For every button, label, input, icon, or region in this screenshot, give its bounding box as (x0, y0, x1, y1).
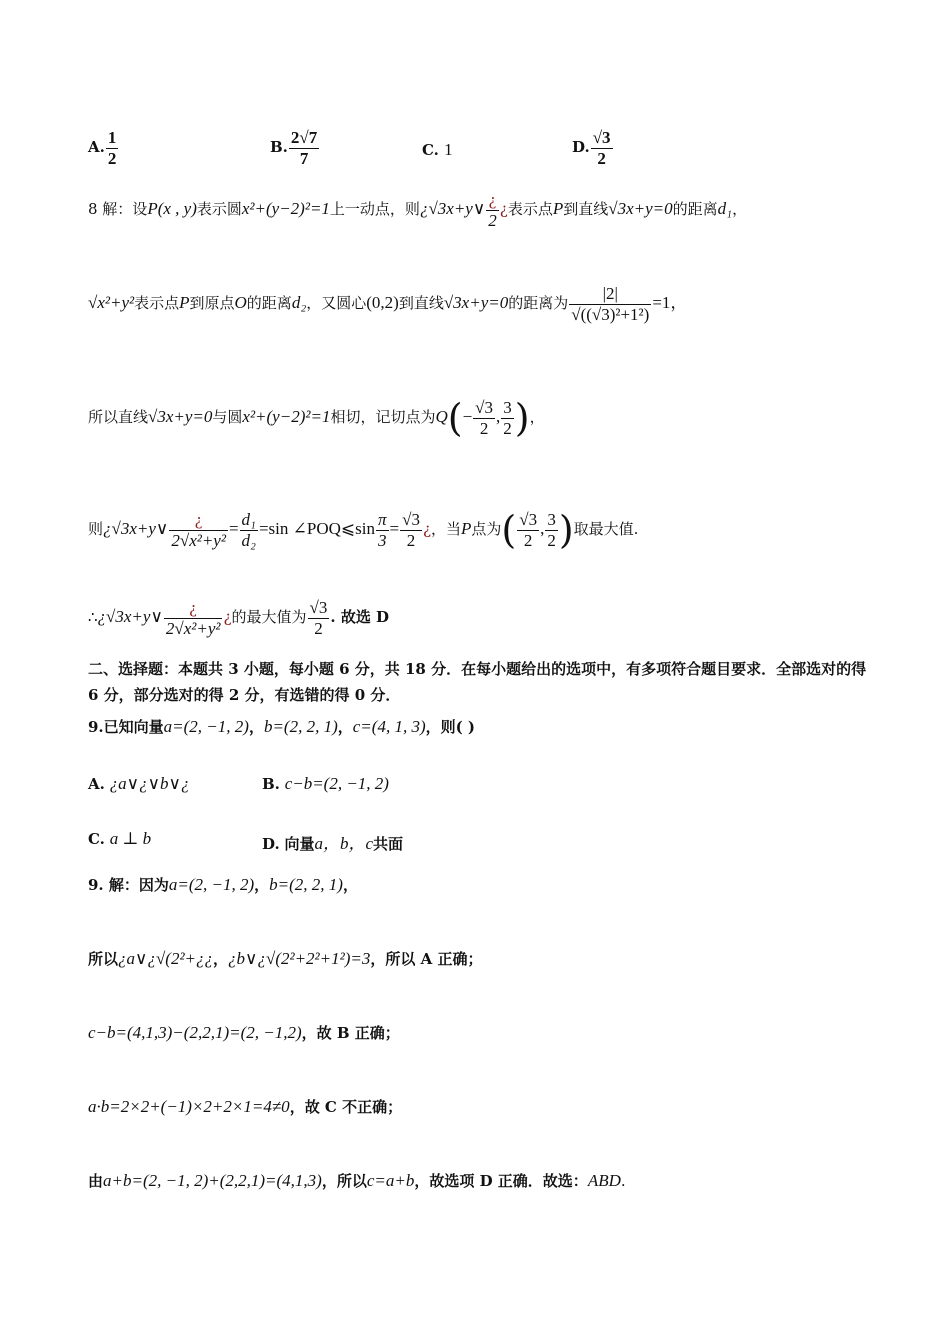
q8-solution-line-3: 所以直线√3x+y=0与圆x²+(y−2)²=1相切，记切点为Q(− $\frac{√3}{2}$ , $\frac{3}{2}$ )， (88, 396, 545, 440)
q9-solution-line-2: 所以¿a∨¿√(2²+¿¿，¿b∨¿√(2²+2²+1²)=3，所以 A 正确； (88, 949, 483, 968)
q9-solution-line-4: a·b=2×2+(−1)×2+2×1=4≠0，故 C 不正确； (88, 1097, 403, 1116)
q9-solution-line-1: 9. 解：因为a=(2, −1, 2)，b=(2, 2, 1)， (88, 875, 358, 894)
q9-solution-line-5: 由a+b=(2, −1, 2)+(2,2,1)=(4,1,3)，所以c=a+b，故选项 D 正确．故选：ABD. (88, 1171, 626, 1190)
q8-solution-line-2: √x²+y²表示点P到原点O的距离d₂，又圆心(0,2)到直线√3x+y=0的距离为 $\frac{|2|}{\text{√((√3)²+1²)}}$ =1， (88, 284, 688, 324)
q8-solution-line-4: 则¿√3x+y∨ $\frac{¿}{\text{2√x²+y²}}$ = $\frac{\text{d₁}}{\text{d₂}}$ =sin ∠POQ⩽sin $\frac{\pi}{3}$ = $\frac{√3}{2}$ ¿，当P点为( $\frac{√3}{2}$ , $\frac{3}{2}$ )取最大值. (88, 508, 639, 552)
q8-solution-line-5: ∴¿√3x+y∨ $\frac{¿}{\text{2√x²+y²}}$ ¿的最大值为 $\frac{√3}{2}$ . 故选 D (88, 598, 390, 638)
q8-b-num: 2√7 (290, 128, 318, 147)
q8-a-den: 2 (107, 148, 117, 168)
q8-b-den: 7 (299, 148, 309, 168)
q9-option-d: D. 向量a，b，c共面 (262, 834, 404, 853)
q8-option-c: C. 1 (422, 140, 453, 159)
q8-option-b: B. $\frac{2√7}{7}$ (270, 128, 318, 168)
q8-c-val: 1 (444, 140, 453, 159)
sqrt-expr: √x²+y² (88, 293, 135, 313)
expr: ¿√3x+y∨ (419, 199, 486, 219)
q8-option-d: D. $\frac{√3}{2}$ (572, 128, 611, 168)
q8-solution-line-1: 8 解：设P(x , y)表示圆x²+(y−2)²=1上一动点，则¿√3x+y∨ $\frac{¿}{2}$ ¿表示点P到直线√3x+y=0的距离d₁， (88, 190, 748, 230)
q9-solution-line-3: c−b=(4,1,3)−(2,2,1)=(2, −1,2)，故 B 正确； (88, 1023, 400, 1042)
point-p: P(x , y) (147, 199, 197, 219)
q8-option-a: A. $\frac{1}{2}$ (88, 128, 117, 168)
section-2-heading: 二、选择题：本题共 3 小题，每小题 6 分，共 18 分．在每小题给出的选项中，有多项符合题目要求．全部选对的得 6 分，部分选对的得 2 分，有选错的得 0 分． (88, 660, 867, 704)
line-equation: √3x+y=0 (608, 199, 673, 219)
q8-a-num: 1 (107, 128, 117, 147)
vector-b: b=(2, 2, 1) (263, 717, 338, 736)
q9-option-a: A. ¿a∨¿∨b∨¿ (88, 774, 190, 793)
vector-c: c=(4, 1, 3) (352, 717, 426, 736)
q9-stem: 9.已知向量a=(2, −1, 2)，b=(2, 2, 1)，c=(4, 1, 3)，则( ) (88, 717, 476, 736)
q8-d-num: √3 (592, 128, 611, 147)
vector-a: a=(2, −1, 2) (163, 717, 249, 736)
q8-d-den: 2 (597, 148, 606, 168)
circle-equation: x²+(y−2)²=1 (241, 199, 330, 219)
q9-option-c: C. a ⊥ b (88, 829, 152, 848)
q9-option-b: B. c−b=(2, −1, 2) (262, 774, 389, 793)
